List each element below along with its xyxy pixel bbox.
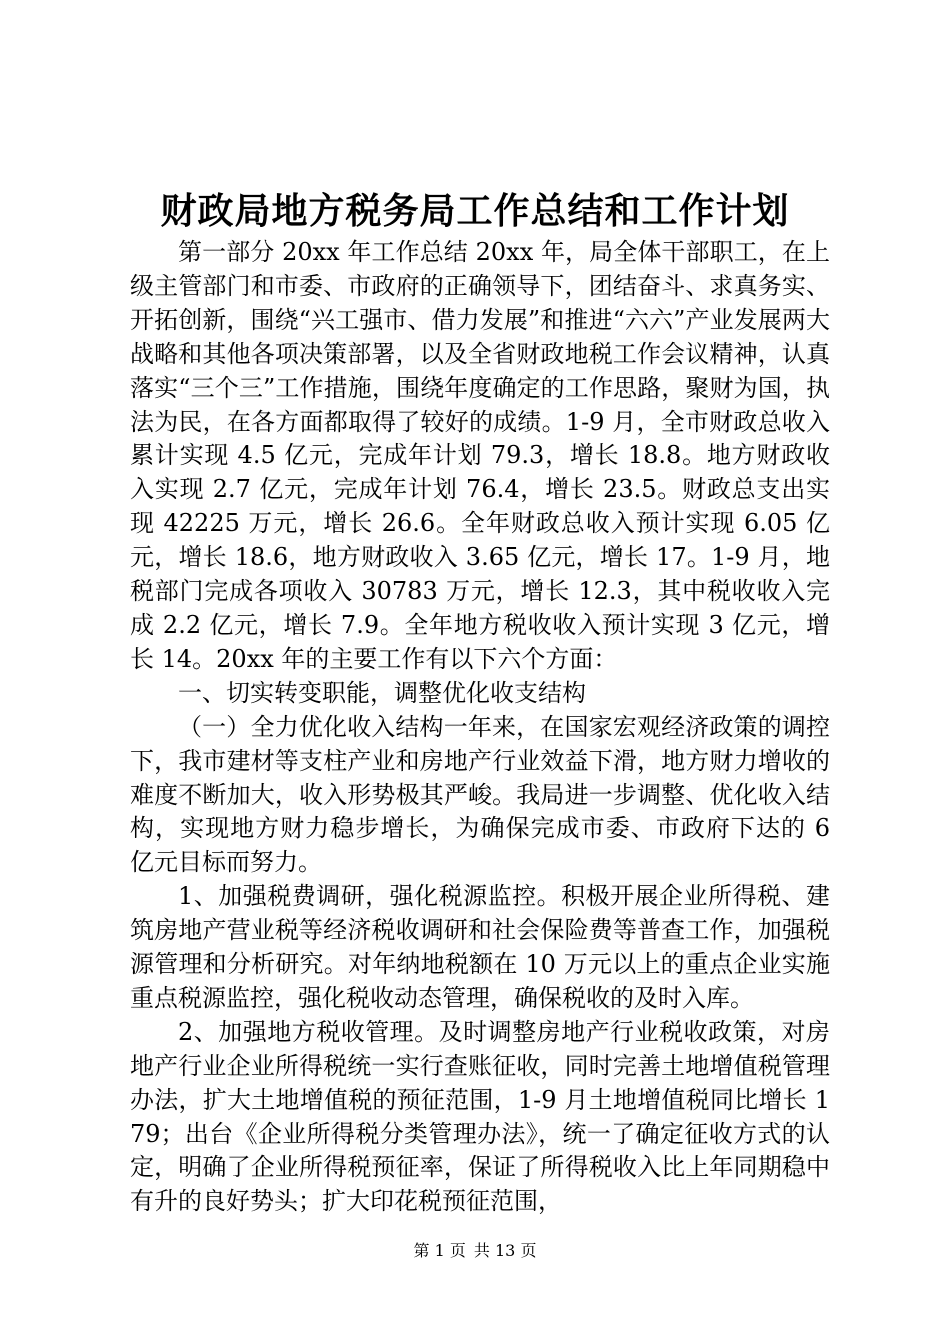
paragraph-item-2: 2、加强地方税收管理。及时调整房地产行业税收政策，对房地产行业企业所得税统一实行查账征收，同时完善土地增值税管理办法，扩大土地增值税的预征范围，1-9 月土地增值税同比增长 179；出台《企业所得税分类管理办法》，统一了确定征收方式的认定，明确了企业所得税预征率，保证了所得税收入比上年同期稳中有升的良好势头；扩大印花税预征范围，	[130, 1017, 830, 1216]
paragraph-summary-intro: 第一部分 20xx 年工作总结 20xx 年，局全体干部职工，在上级主管部门和市委、市政府的正确领导下，团结奋斗、求真务实、开拓创新，围绕“兴工强市、借力发展”和推进“六六”产业发展两大战略和其他各项决策部署，以及全省财政地税工作会议精神，认真落实“三个三”工作措施，围绕年度确定的工作思路，聚财为国，执法为民，在各方面都取得了较好的成绩。1-9 月，全市财政总收入累计实现 4.5 亿元，完成年计划 79.3，增长 18.8。地方财政收入实现 2.7 亿元，完成年计划 76.4，增长 23.5。财政总支出实现 42225 万元，增长 26.6。全年财政总收入预计实现 6.05 亿元，增长 18.6，地方财政收入 3.65 亿元，增长 17。1-9 月，地税部门完成各项收入 30783 万元，增长 12.3，其中税收收入完成 2.2 亿元，增长 7.9。全年地方税收收入预计实现 3 亿元，增长 14。20xx 年的主要工作有以下六个方面：	[130, 238, 830, 673]
document-title: 财政局地方税务局工作总结和工作计划	[160, 190, 790, 232]
paragraph-section-heading-1: 一、切实转变职能，调整优化收支结构	[178, 678, 586, 707]
paragraph-item-1: 1、加强税费调研，强化税源监控。积极开展企业所得税、建筑房地产营业税等经济税收调研和社会保险费等普查工作，加强税源管理和分析研究。对年纳地税额在 10 万元以上的重点企业实施重点税源监控，强化税收动态管理，确保税收的及时入库。	[130, 882, 830, 1012]
paragraph-subsection-1: （一）全力优化收入结构一年来，在国家宏观经济政策的调控下，我市建材等支柱产业和房地产行业效益下滑，地方财力增收的难度不断加大，收入形势极其严峻。我局进一步调整、优化收入结构，实现地方财力稳步增长，为确保完成市委、市政府下达的 6 亿元目标而努力。	[130, 712, 830, 877]
page-number: 第 1 页	[413, 1241, 466, 1260]
page-total: 共 13 页	[473, 1241, 537, 1260]
page-footer	[0, 1240, 950, 1262]
document-body	[130, 236, 830, 1219]
